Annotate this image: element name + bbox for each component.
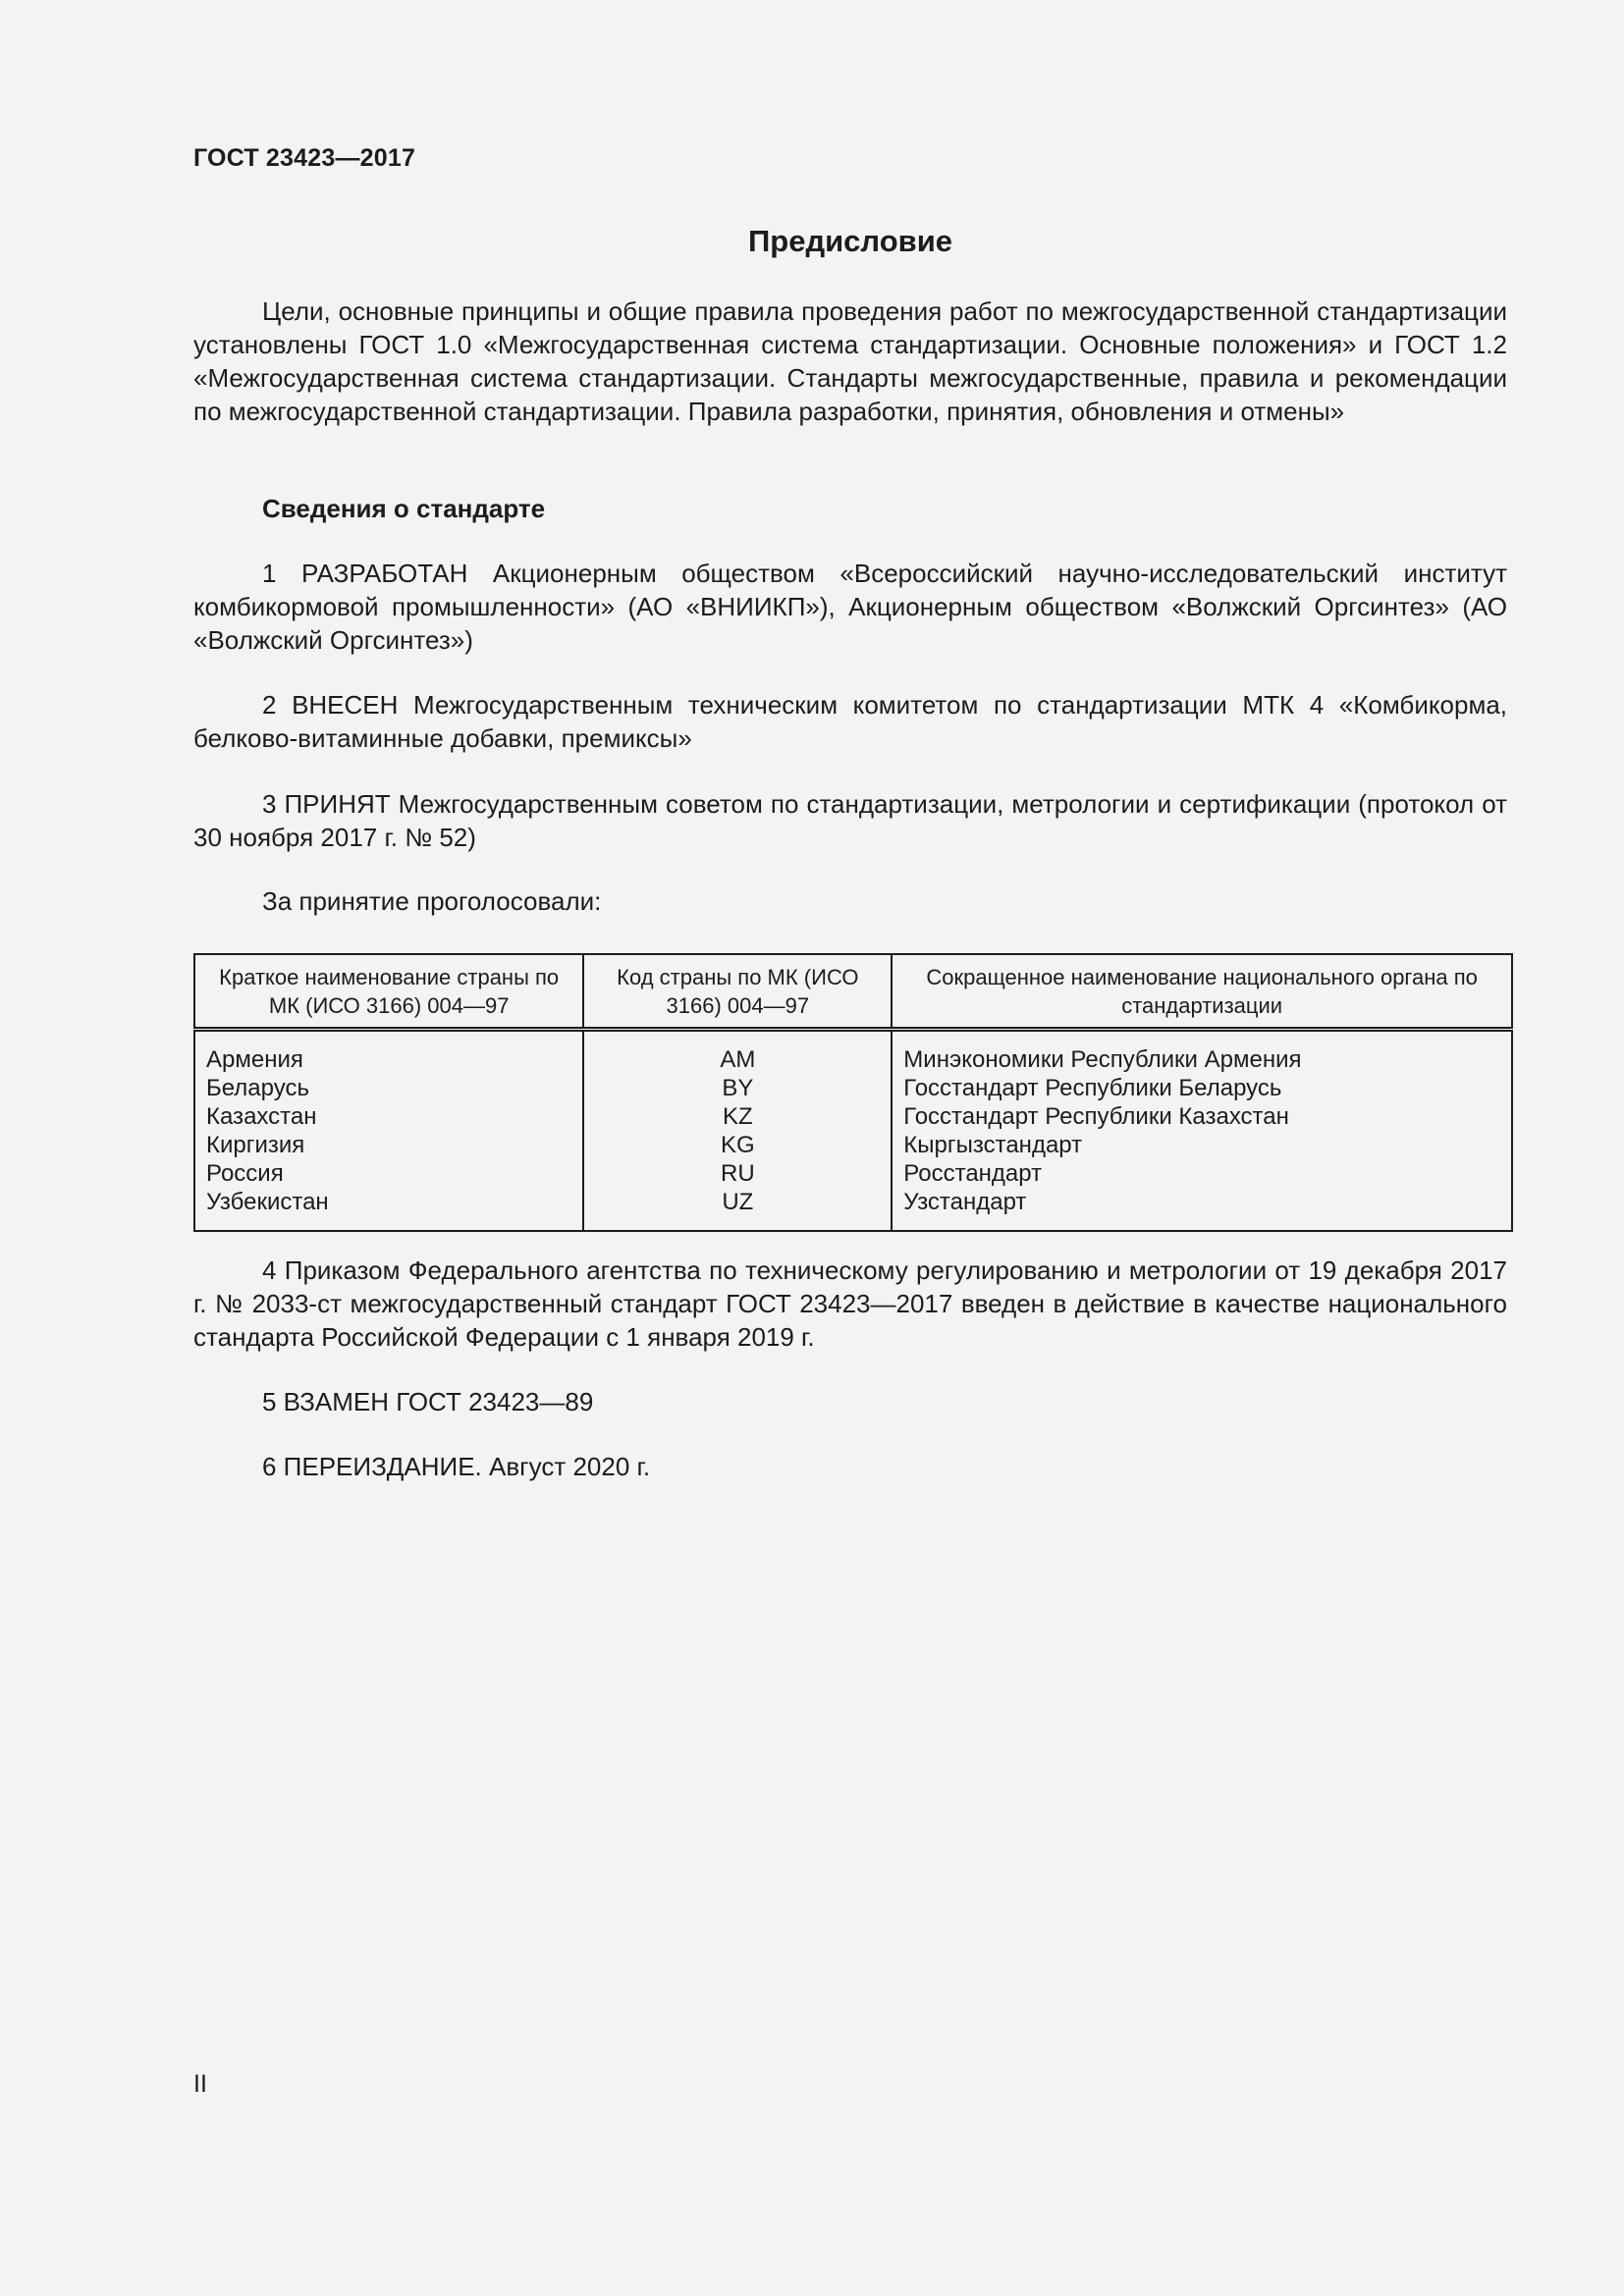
table-body-row <box>194 1030 1512 1232</box>
intro-paragraph <box>193 294 1507 428</box>
country-code-cell: RU <box>720 1160 755 1187</box>
country-name-cell: Армения <box>206 1046 303 1073</box>
header-country-code: Код страны по МК (ИСО 3166) 004—97 <box>583 954 892 1030</box>
header-country-name: Краткое наименование страны по МК (ИСО 3166) 004—97 <box>194 954 583 1030</box>
item-developed-text: 1 РАЗРАБОТАН Акционерным обществом «Всероссийский научно-исследовательский институт комбикормовой промышленности» (АО «ВНИИКП»), Акционерным обществом «Волжский Оргсинтез» (АО «Волжский Оргсинтез») <box>193 559 1507 655</box>
item-adopted-text: 3 ПРИНЯТ Межгосударственным советом по стандартизации, метрологии и сертификации (протокол от 30 ноября 2017 г. № 52) <box>193 789 1507 852</box>
header-standards-body: Сокращенное наименование национального органа по стандартизации <box>892 954 1512 1030</box>
standards-body-cell: Госстандарт Республики Беларусь <box>903 1075 1282 1101</box>
item-enacted-text: 4 Приказом Федерального агентства по техническому регулированию и метрологии от 19 декабря 2017 г. № 2033-ст межгосударственный стандарт ГОСТ 23423—2017 введен в действие в качестве национального стандарта Российской Федерации с 1 января 2019 г. <box>193 1255 1507 1352</box>
standards-body-column <box>892 1030 1512 1232</box>
country-name-column <box>194 1030 583 1232</box>
page-number: II <box>193 2070 207 2098</box>
intro-text: Цели, основные принципы и общие правила проведения работ по межгосударственной стандартизации установлены ГОСТ 1.0 «Межгосударственная система стандартизации. Основные положения» и ГОСТ 1.2 «Межгосударственная система стандартизации. Стандарты межгосударственные, правила и рекомендации по межгосударственной стандартизации. Правила разработки, принятия, обновления и отмены» <box>193 296 1507 426</box>
section-heading: Сведения о стандарте <box>262 494 546 523</box>
item-enacted <box>193 1254 1507 1354</box>
item-adopted <box>193 787 1507 854</box>
standards-body-cell: Кыргызстандарт <box>903 1132 1083 1158</box>
voting-table <box>193 953 1513 1232</box>
country-code-cell: AM <box>720 1046 756 1073</box>
standards-body-cell: Минэкономики Республики Армения <box>903 1046 1302 1073</box>
country-code-cell: KG <box>720 1132 755 1158</box>
page-title: Предисловие <box>747 224 952 258</box>
standards-body-cell: Госстандарт Республики Казахстан <box>903 1103 1289 1130</box>
country-code-cell: KZ <box>722 1103 753 1130</box>
country-code-cell: UZ <box>722 1189 754 1215</box>
country-code-column <box>583 1030 892 1232</box>
country-name-cell: Казахстан <box>206 1103 317 1130</box>
standards-body-cell: Узстандарт <box>903 1189 1027 1215</box>
table-header-row <box>194 954 1512 1030</box>
country-name-cell: Киргизия <box>206 1132 305 1158</box>
item-introduced <box>193 688 1507 755</box>
item-reissue: 6 ПЕРЕИЗДАНИЕ. Август 2020 г. <box>262 1452 651 1481</box>
item-introduced-text: 2 ВНЕСЕН Межгосударственным техническим комитетом по стандартизации МТК 4 «Комбикорма, белково-витаминные добавки, премиксы» <box>193 690 1507 753</box>
document-code: ГОСТ 23423—2017 <box>193 144 416 172</box>
item-replaces: 5 ВЗАМЕН ГОСТ 23423—89 <box>262 1387 594 1416</box>
country-name-cell: Россия <box>206 1160 284 1187</box>
country-name-cell: Узбекистан <box>206 1189 329 1215</box>
standards-body-cell: Росстандарт <box>903 1160 1043 1187</box>
voted-label: За принятие проголосовали: <box>262 886 602 916</box>
item-developed <box>193 557 1507 657</box>
country-name-cell: Беларусь <box>206 1075 309 1101</box>
country-code-cell: BY <box>722 1075 754 1101</box>
